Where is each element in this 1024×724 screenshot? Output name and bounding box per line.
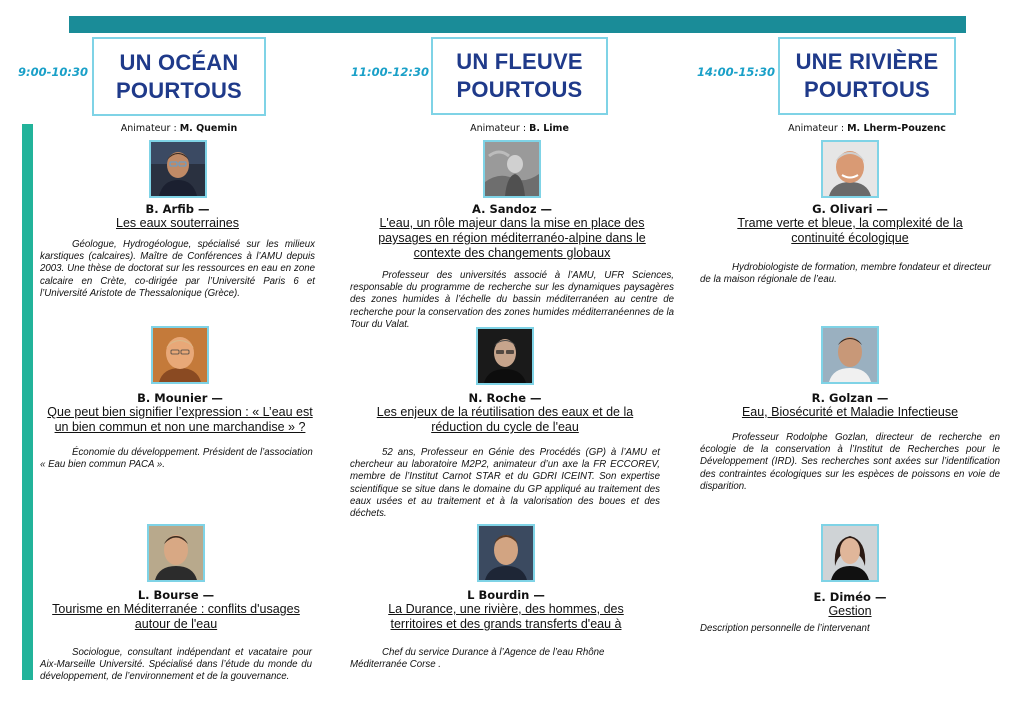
portrait-icon — [149, 526, 203, 580]
session-title-line2: POURTOUS — [116, 77, 242, 103]
speaker-bio: Description personnelle de l’intervenant — [700, 623, 870, 634]
speaker-bourdin — [350, 524, 662, 671]
speaker-name: G. Olivari — — [812, 202, 888, 216]
animateur-name: M. Quemin — [179, 123, 238, 134]
speaker-name: N. Roche — — [468, 391, 542, 405]
speaker-photo — [151, 326, 209, 384]
portrait-icon — [479, 526, 533, 580]
portrait-icon — [823, 142, 877, 196]
session-title-line1: UN FLEUVE — [456, 49, 583, 74]
speaker-roche — [350, 327, 660, 520]
speaker-topic: Trame verte et bleue, la complexité de la continuité écologique — [737, 216, 963, 245]
speaker-bio: Professeur Rodolphe Gozlan, directeur de recherche en écologie de la conservation à l’Institut de Recherches pour le Développement (IRD). Ses recherches sont axées sur l’identification des contraintes écologiques sur les espèces de poissons en voie de disparition. — [700, 432, 1000, 492]
speaker-bio: Sociologue, consultant indépendant et vacataire pour Aix-Marseille Université. Spécialisé dans l’étude du monde du développement, de l’environnement et de la gouvernance. — [40, 647, 312, 683]
portrait-icon — [478, 329, 532, 383]
speaker-photo — [477, 524, 535, 582]
portrait-icon — [823, 526, 877, 580]
speaker-topic: La Durance, une rivière, des hommes, des territoires et des grands transferts d'eau à — [388, 602, 624, 631]
speaker-bio: Économie du développement. Président de l’association « Eau bien commun PACA ». — [40, 447, 313, 471]
speaker-photo — [149, 140, 207, 198]
speaker-bio: 52 ans, Professeur en Génie des Procédés (GP) à l’AMU et chercheur au laboratoire M2P2, animateur d’un axe la FR ECCOREV, membre de l’Institut Carnot STAR et du GDRI ICEINT. Son expertise scientifique se situe dans le domaine du GP appliqué au traitement des eaux usées et au traitement et à la valorisation des boues et des déchets. — [350, 447, 660, 520]
animateur-label: Animateur : — [788, 123, 848, 134]
animateur-name: M. Lherm-Pouzenc — [847, 123, 946, 134]
speaker-bio: Chef du service Durance à l’Agence de l’eau Rhône Méditerranée Corse . — [350, 647, 605, 671]
speaker-photo — [483, 140, 541, 198]
session-time: 14:00-15:30 — [697, 65, 775, 79]
speaker-topic: Les eaux souterraines — [116, 216, 239, 230]
top-banner-bar — [69, 16, 966, 33]
session-title-line1: UNE RIVIÈRE — [795, 49, 939, 74]
speaker-photo — [821, 326, 879, 384]
speaker-photo — [821, 524, 879, 582]
session-time: 9:00-10:30 — [18, 65, 88, 79]
speaker-photo — [821, 140, 879, 198]
speaker-mounier — [40, 326, 320, 471]
speaker-name: B. Mounier — — [137, 391, 223, 405]
speaker-name: A. Sandoz — — [471, 202, 553, 216]
speaker-bio: Géologue, Hydrogéologue, spécialisé sur les milieux karstiques (calcaires). Maître de Conférences à l’AMU depuis 2003. Une thèse de doctorat sur les ressources en eau en zone calcaire en Crète, co-dirigée par l’Université Paris 6 et l’Université Aristote de Thessalonique (Grèce). — [40, 239, 315, 299]
animateur-label: Animateur : — [120, 123, 180, 134]
speaker-name: L Bourdin — — [467, 588, 545, 602]
left-accent-bar — [22, 124, 33, 680]
speaker-sandoz — [350, 140, 674, 331]
animateur-line — [760, 123, 974, 134]
session-time: 11:00-12:30 — [351, 65, 429, 79]
speaker-olivari — [700, 140, 1000, 286]
animateur-name: B. Lime — [529, 123, 569, 134]
session-title-line2: POURTOUS — [804, 77, 930, 102]
speaker-topic: Eau, Biosécurité et Maladie Infectieuse — [741, 405, 959, 419]
speaker-bourse — [40, 524, 312, 684]
session-title-box — [92, 37, 266, 116]
speaker-golzan — [700, 326, 1000, 493]
speaker-topic: Que peut bien signifier l’expression : « L’eau est un bien commun et non une marchandise » ? — [47, 405, 313, 434]
speaker-dimeo — [700, 524, 1000, 635]
speaker-name: R. Golzan — — [811, 391, 889, 405]
speaker-topic: Les enjeux de la réutilisation des eaux et de la réduction du cycle de l'eau — [376, 405, 634, 434]
speaker-name: L. Bourse — — [137, 588, 215, 602]
session-title-line1: UN OCÉAN — [119, 49, 239, 75]
speaker-topic: Gestion — [828, 604, 872, 618]
speaker-photo — [147, 524, 205, 582]
speaker-photo — [476, 327, 534, 385]
speaker-name: B. Arfib — — [145, 202, 210, 216]
portrait-icon — [485, 142, 539, 196]
animateur-line — [431, 123, 608, 134]
session-title-line2: POURTOUS — [456, 77, 583, 102]
speaker-arfib — [40, 140, 315, 300]
animateur-line — [92, 123, 266, 134]
speaker-bio: Hydrobiologiste de formation, membre fondateur et directeur de la maison régionale de l’eau. — [700, 262, 992, 286]
portrait-icon — [823, 328, 877, 382]
speaker-bio: Professeur des universités associé à l’AMU, UFR Sciences, responsable du programme de recherche sur les dynamiques paysagères des zones humides à l’échelle du bassin méditerranéen au centre de recherche pour la conservation des zones humides méditerranéennes de la Tour du Valat. — [350, 270, 674, 330]
speaker-name: E. Diméo — — [813, 590, 887, 604]
speaker-topic: Tourisme en Méditerranée : conflits d'usages autour de l'eau — [52, 602, 300, 631]
speaker-topic: L'eau, un rôle majeur dans la mise en place des paysages en région méditerranéo-alpine dans le contexte des changements globaux — [378, 216, 646, 260]
portrait-icon — [153, 328, 207, 382]
session-title-box — [431, 37, 608, 115]
session-title-box — [778, 37, 956, 115]
portrait-icon — [151, 142, 205, 196]
animateur-label: Animateur : — [470, 123, 530, 134]
